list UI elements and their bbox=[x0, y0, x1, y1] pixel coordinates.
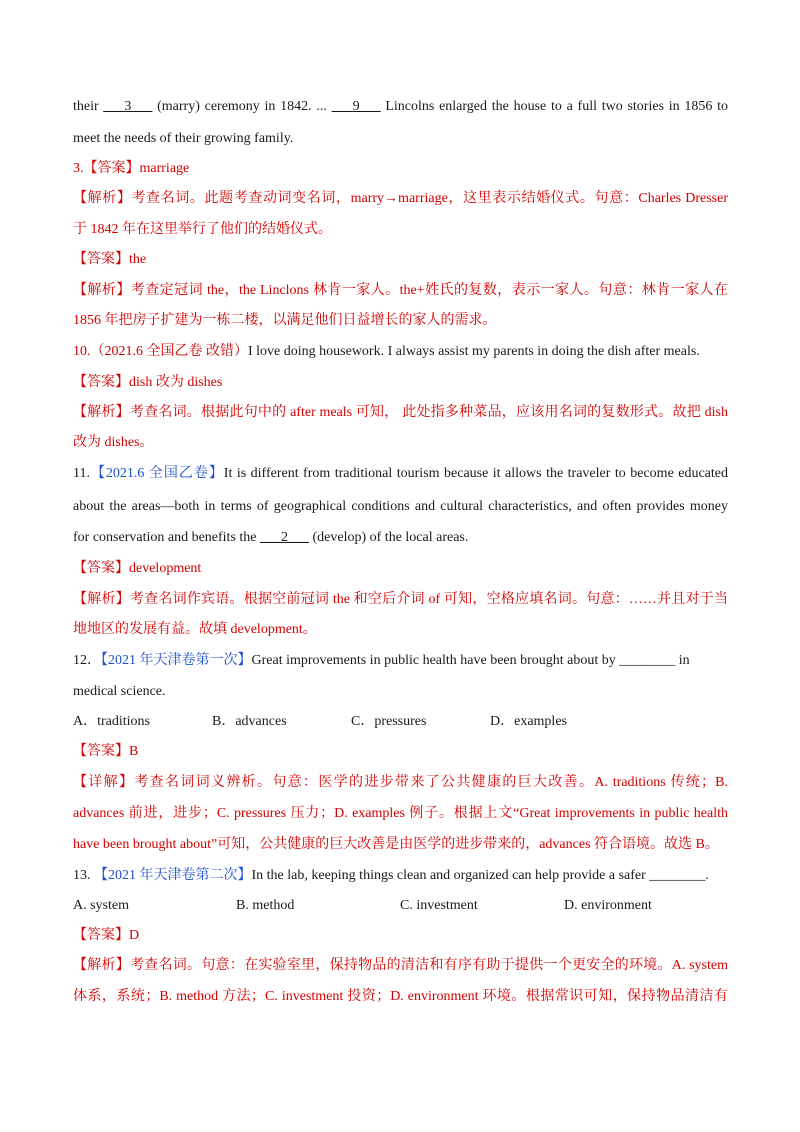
question-source: 【2021 年天津卷第一次】 bbox=[101, 653, 252, 668]
blank-2: ___2___ bbox=[260, 530, 309, 545]
question-line: about the areas—both in terms of geographical conditions and cultural characteristics, and often provides money bbox=[73, 499, 728, 514]
analysis-line: have been brought about”可知，公共健康的巨大改善是由医学的进步带来的，advances 符合语境。故选 B。 bbox=[73, 837, 719, 852]
answer-line: 【答案】dish 改为 dishes bbox=[73, 375, 223, 390]
analysis-line: 改为 dishes。 bbox=[73, 435, 154, 450]
option-d: D．examples bbox=[490, 714, 567, 729]
question-line: for conservation and benefits the ___2___ (develop) of the local areas. bbox=[73, 530, 469, 545]
analysis-line: 于 1842 年在这里举行了他们的结婚仪式。 bbox=[73, 222, 332, 237]
analysis-line: 【解析】考查名词。句意：在实验室里，保持物品的清洁和有序有助于提供一个更安全的环境。A. system bbox=[73, 958, 728, 973]
answer-line: 【答案】development bbox=[73, 561, 202, 576]
analysis-line: 地地区的发展有益。故填 development。 bbox=[73, 622, 317, 637]
option-c: C．pressures bbox=[351, 714, 427, 729]
analysis-line: 【详解】考查名词词义辨析。句意：医学的进步带来了公共健康的巨大改善。A. traditions 传统；B. bbox=[73, 775, 728, 790]
option-a: A. system bbox=[73, 898, 129, 913]
option-c: C. investment bbox=[400, 898, 478, 913]
analysis-line: 体系，系统；B. method 方法；C. investment 投资；D. environment 环境。根据常识可知，保持物品清洁有 bbox=[73, 989, 728, 1004]
question-12: 12．【2021 年天津卷第一次】Great improvements in public health have been brought about by ________ in bbox=[73, 653, 690, 668]
answer-line: 【答案】B bbox=[73, 744, 139, 759]
option-a: A．traditions bbox=[73, 714, 150, 729]
blank-3: ___3___ bbox=[103, 99, 153, 114]
question-source: 【2021 年天津卷第二次】 bbox=[94, 868, 252, 883]
analysis-line: 【解析】考查名词。根据此句中的 after meals 可知， 此处指多种菜品，应该用名词的复数形式。故把 dish bbox=[73, 405, 728, 420]
option-d: D. environment bbox=[564, 898, 652, 913]
question-line: medical science. bbox=[73, 684, 166, 699]
answer-line: 【答案】the bbox=[73, 252, 147, 267]
question-11: 11.【2021.6 全国乙卷】It is different from traditional tourism because it allows the traveler to become educated bbox=[73, 466, 728, 481]
passage-line: their ___3___ (marry) ceremony in 1842. ... ___9___ Lincolns enlarged the house to a full two stories in 1856 to bbox=[73, 99, 728, 114]
option-b: B. method bbox=[236, 898, 295, 913]
answer-line: 3.【答案】marriage bbox=[73, 161, 190, 176]
question-10: 10.（2021.6 全国乙卷 改错）I love doing housework. I always assist my parents in doing the dish after meals. bbox=[73, 344, 700, 359]
passage-line: meet the needs of their growing family. bbox=[73, 131, 294, 146]
analysis-line: advances 前进，进步；C. pressures 压力；D. examples 例子。根据上文“Great improvements in public health bbox=[73, 806, 728, 821]
option-b: B．advances bbox=[212, 714, 287, 729]
question-source: 【2021.6 全国乙卷】 bbox=[89, 466, 224, 481]
analysis-line: 1856 年把房子扩建为一栋二楼，以满足他们日益增长的家人的需求。 bbox=[73, 313, 497, 328]
answer-line: 【答案】D bbox=[73, 928, 140, 943]
analysis-line: 【解析】考查定冠词 the，the Linclons 林肯一家人。the+姓氏的复数，表示一家人。句意：林肯一家人在 bbox=[73, 283, 728, 298]
question-13: 13. 【2021 年天津卷第二次】In the lab, keeping things clean and organized can help provide a safer ________. bbox=[73, 868, 709, 883]
analysis-line: 【解析】考查名词作宾语。根据空前冠词 the 和空后介词 of 可知，空格应填名词。句意：……并且对于当 bbox=[73, 592, 728, 607]
blank-9: ___9___ bbox=[331, 99, 381, 114]
analysis-line: 【解析】考查名词。此题考查动词变名词，marry→marriage，这里表示结婚仪式。句意：Charles Dresser bbox=[73, 191, 728, 206]
